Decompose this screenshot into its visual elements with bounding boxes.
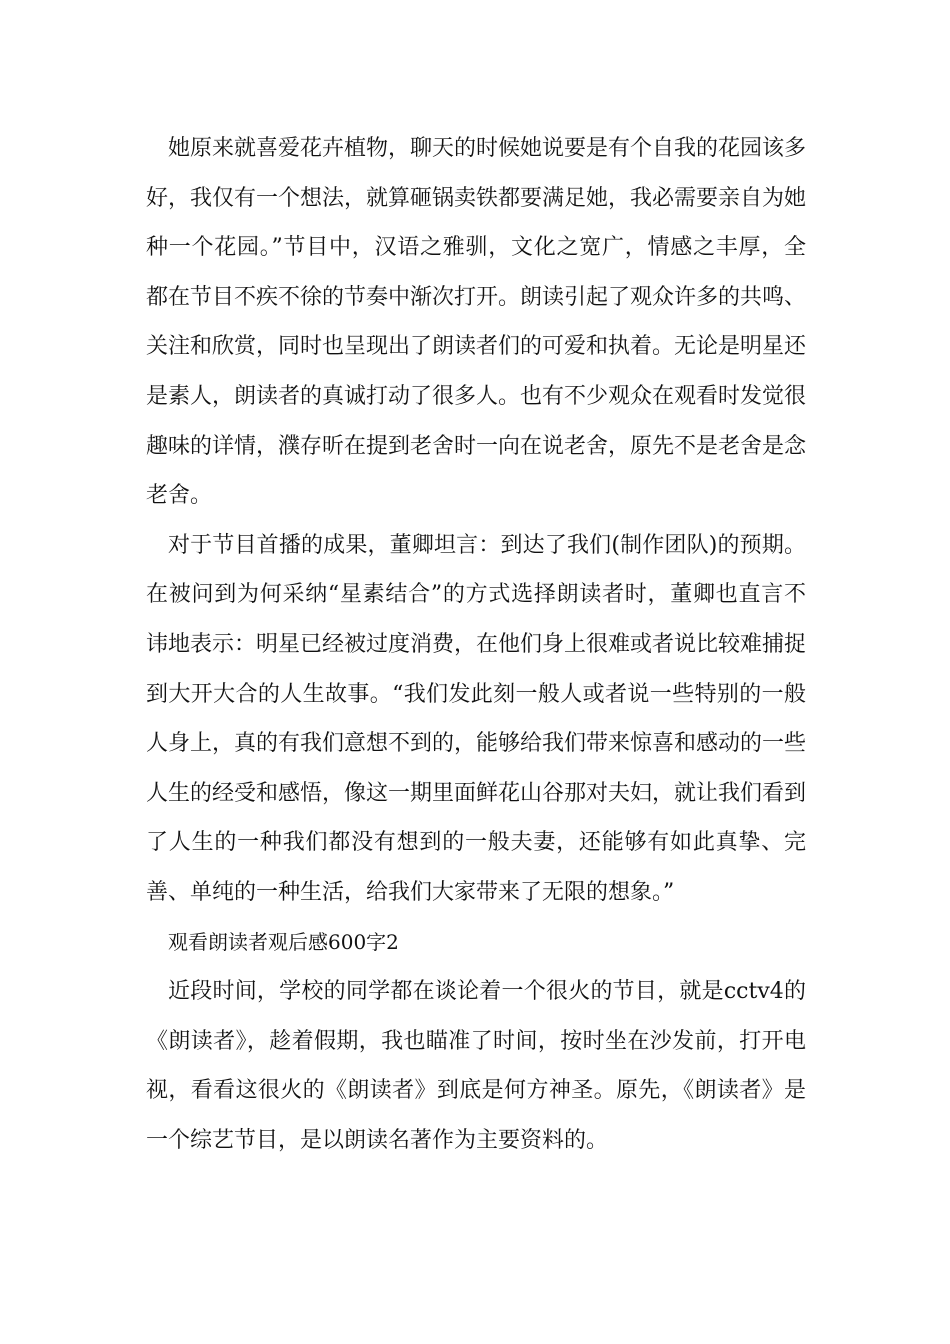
paragraph-3: 近段时间，学校的同学都在谈论着一个很火的节目，就是cctv4的《朗读者》，趁着假期，我也瞄准了时间，按时坐在沙发前，打开电视，看看这很火的《朗读者》到底是何方神圣。原先，《朗读者》是一个综艺节目，是以朗读名著作为主要资料的。 xyxy=(146,979,806,1153)
document-page xyxy=(146,124,806,1165)
paragraph-2: 对于节目首播的成果，董卿坦言：到达了我们(制作团队)的预期。在被问到为何采纳“星素结合”的方式选择朗读者时，董卿也直言不讳地表示：明星已经被过度消费，在他们身上很难或者说比较难捕捉到大开大合的人生故事。“我们发此刻一般人或者说一些特别的一般人身上，真的有我们意想不到的，能够给我们带来惊喜和感动的一些人生的经受和感悟，像这一期里面鲜花山谷那对夫妇，就让我们看到了人生的一种我们都没有想到的一般夫妻，还能够有如此真挚、完善、单纯的一种生活，给我们大家带来了无限的想象。” xyxy=(146,532,807,905)
section-heading: 观看朗读者观后感600字2 xyxy=(168,929,399,954)
paragraph-1: 她原来就喜爱花卉植物，聊天的时候她说要是有个自我的花园该多好，我仅有一个想法，就算砸锅卖铁都要满足她，我必需要亲自为她种一个花园。”节目中，汉语之雅驯，文化之宽广，情感之丰厚，全都在节目不疾不徐的节奏中渐次打开。朗读引起了观众许多的共鸣、关注和欣赏，同时也呈现出了朗读者们的可爱和执着。无论是明星还是素人，朗读者的真诚打动了很多人。也有不少观众在观看时发觉很趣味的详情，濮存昕在提到老舍时一向在说老舍，原先不是老舍是念老舍。 xyxy=(146,136,807,509)
